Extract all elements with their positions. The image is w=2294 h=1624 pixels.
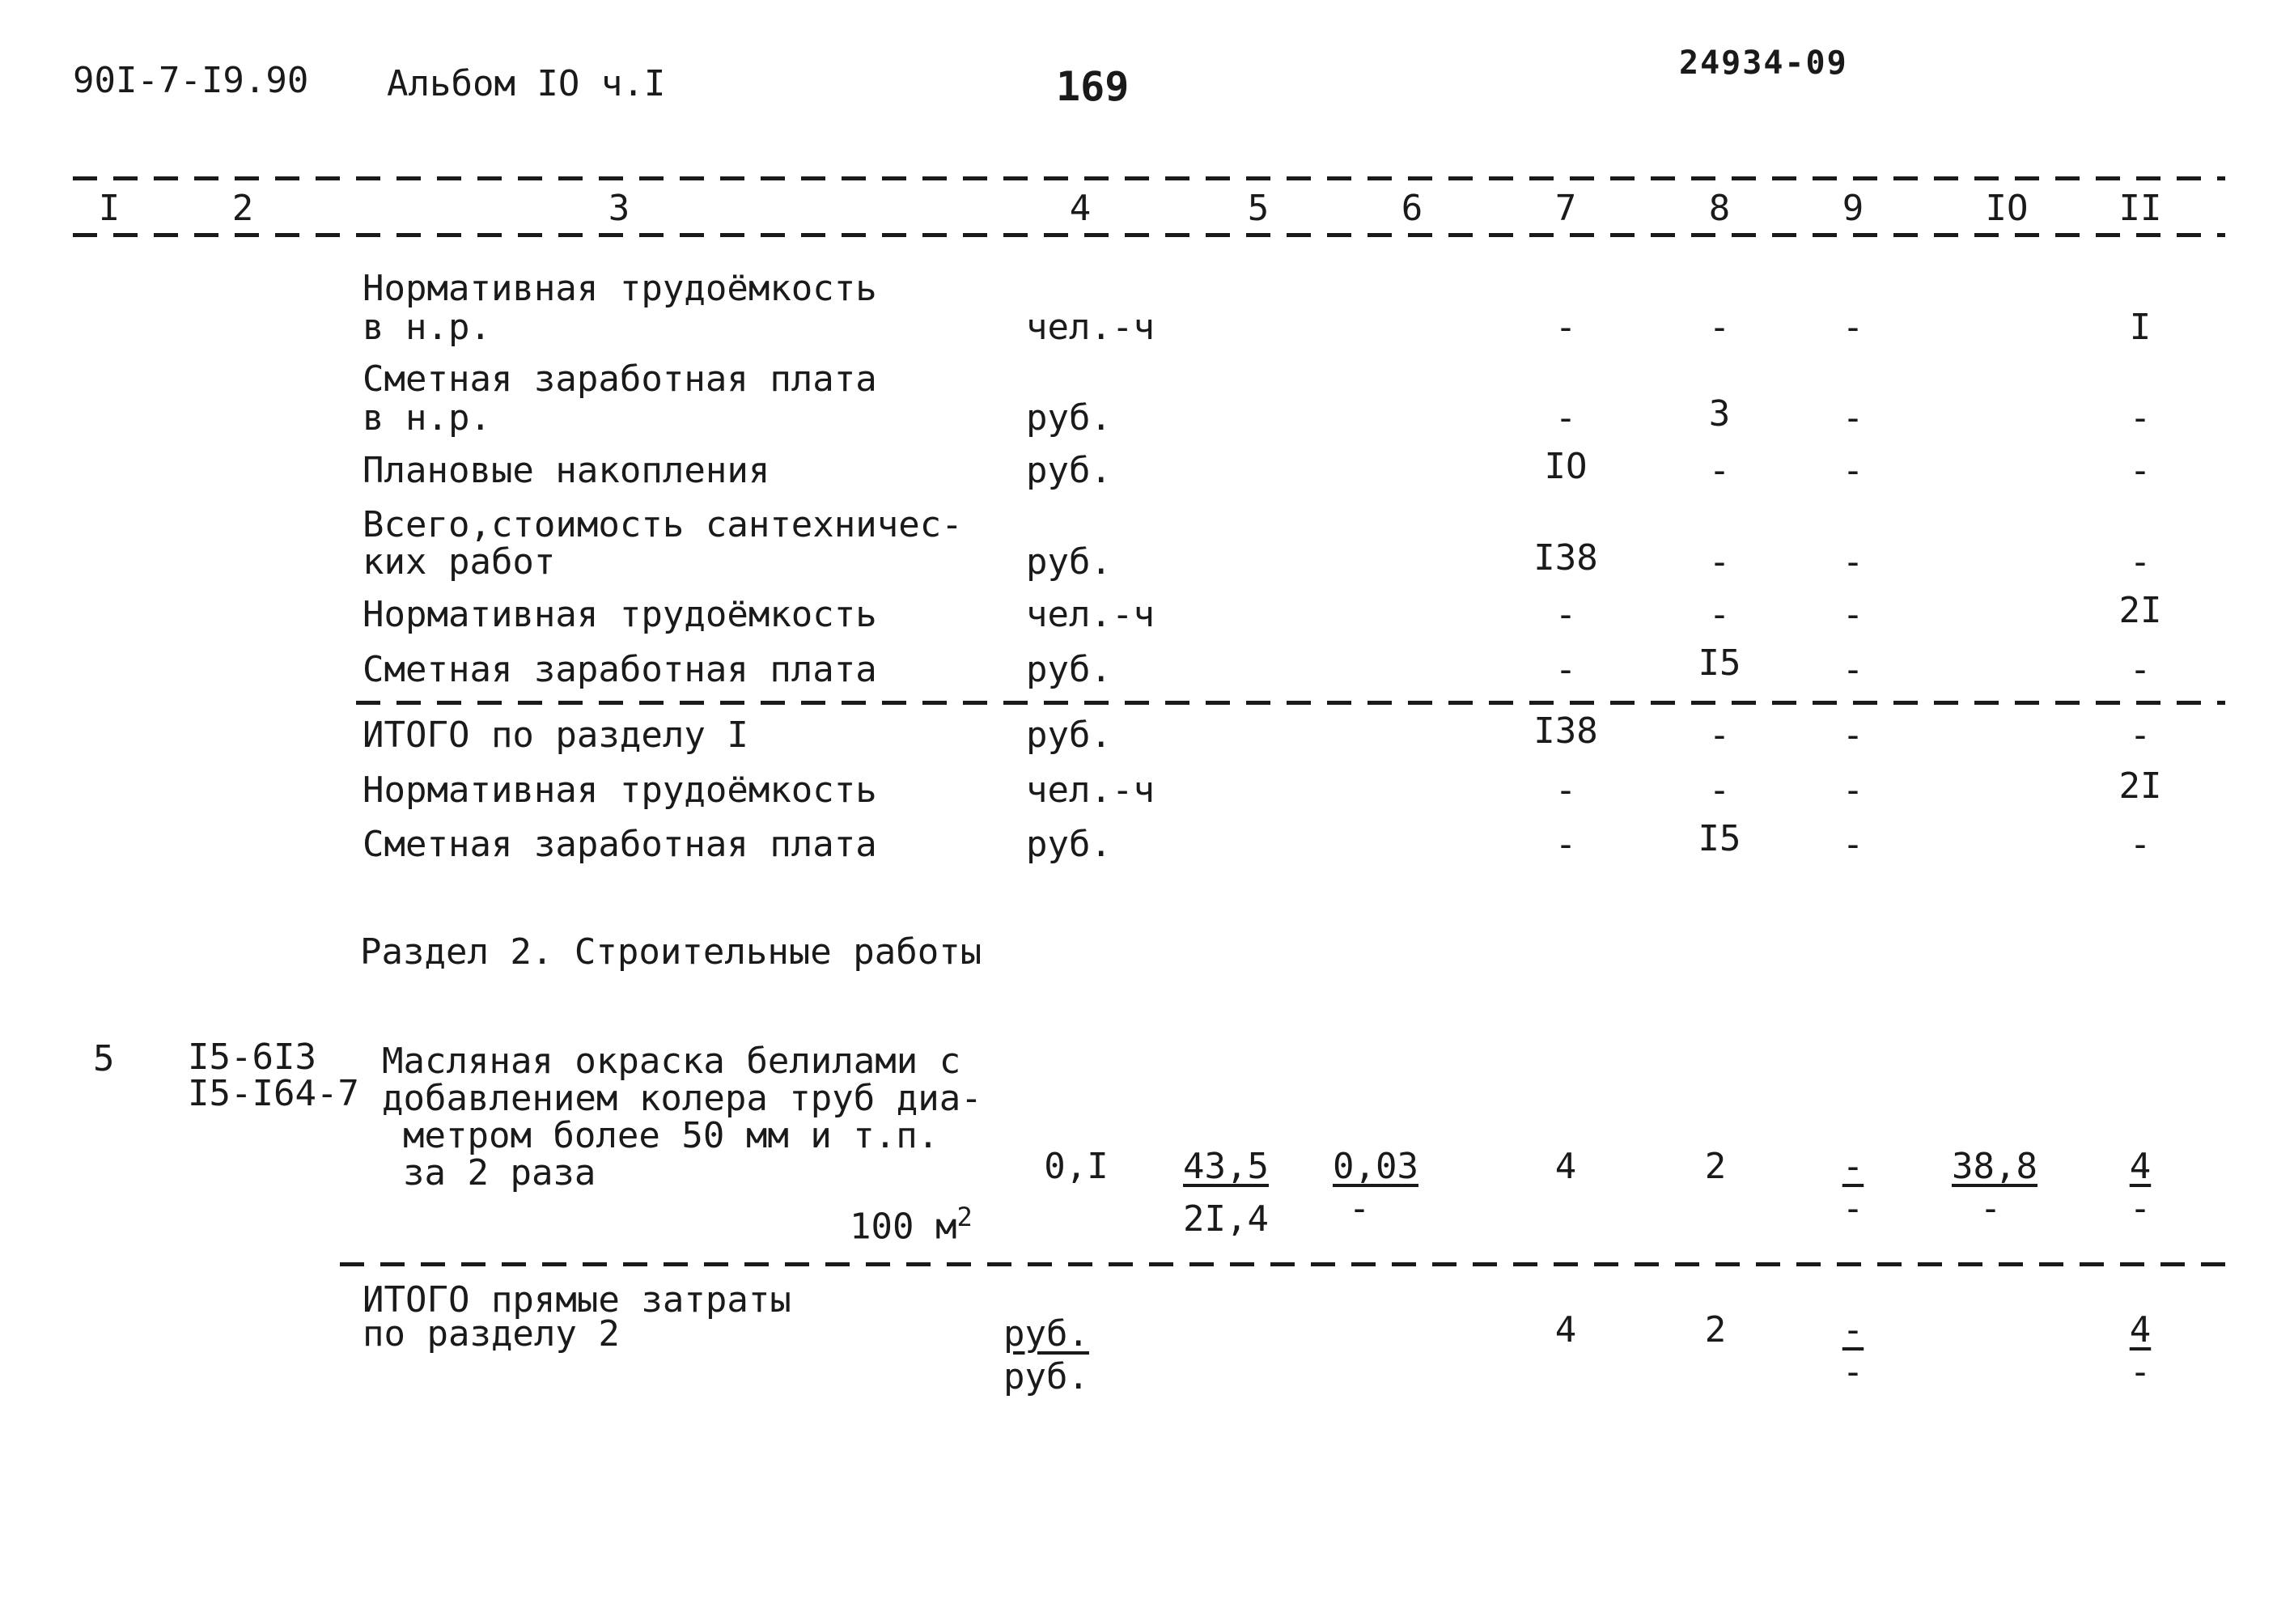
cell-col9: - [1842, 649, 1864, 690]
cell-col11: - [2129, 649, 2152, 690]
column-header: 5 [1247, 188, 1270, 229]
cell-col11-top: 4 [2129, 1146, 2152, 1187]
cell-col8: 3 [1708, 393, 1731, 435]
cell-col6-bottom: - [1348, 1188, 1371, 1229]
column-header: II [2118, 188, 2162, 229]
document-code: 90I-7-I9.90 [73, 60, 309, 101]
row-unit: чел.-ч [1026, 770, 1155, 811]
cell-col8: - [1708, 307, 1731, 348]
column-header: 2 [231, 188, 254, 229]
row-name: в н.р. [363, 397, 491, 439]
row-name: ких работ [363, 541, 556, 583]
cell-col11-bottom: - [2129, 1188, 2152, 1229]
row-unit-bottom: руб. [1003, 1356, 1089, 1397]
cell-col11: 2I [2118, 765, 2162, 807]
row-name: ИТОГО прямые затраты [363, 1279, 791, 1321]
cell-col11: - [2129, 824, 2152, 865]
cell-col10-bottom: - [1979, 1188, 2002, 1229]
row-unit: руб. [1026, 714, 1112, 756]
item-code: I5-I64-7 [188, 1073, 359, 1114]
cell-col11-bottom: - [2129, 1351, 2152, 1393]
cell-col8: - [1708, 541, 1731, 583]
row-name: ИТОГО по разделу I [363, 714, 748, 756]
row-unit: руб. [1026, 397, 1112, 439]
cell-col9-top: - [1842, 1146, 1864, 1187]
column-header: IO [1985, 188, 2029, 229]
row-unit: чел.-ч [1026, 307, 1155, 348]
cell-col7: 4 [1554, 1309, 1577, 1351]
item-description: за 2 раза [403, 1152, 596, 1194]
row-name: Нормативная трудоёмкость [363, 594, 877, 635]
column-header: 9 [1842, 188, 1864, 229]
cell-col10-top: 38,8 [1952, 1146, 2037, 1187]
cell-col8: I5 [1698, 642, 1741, 684]
cell-col6-top: 0,03 [1333, 1146, 1418, 1187]
cell-col11-top: 4 [2129, 1309, 2152, 1351]
cell-col11: I [2129, 307, 2152, 348]
cell-col9: - [1842, 307, 1864, 348]
column-header: 8 [1708, 188, 1731, 229]
cell-col7: - [1554, 649, 1577, 690]
row-name: Нормативная трудоёмкость [363, 770, 877, 811]
item-description: метром более 50 мм и т.п. [403, 1115, 939, 1156]
cell-col9-top: - [1842, 1309, 1864, 1351]
row-unit: руб. [1026, 824, 1112, 865]
item-unit: 100 $м^2$ [850, 1202, 973, 1248]
row-unit-top: руб. [1003, 1313, 1089, 1355]
cell-col8: 2 [1704, 1146, 1727, 1187]
cell-col7: - [1554, 594, 1577, 635]
cell-col9: - [1842, 397, 1864, 439]
cell-col7: - [1554, 770, 1577, 811]
row-name: Сметная заработная плата [363, 358, 877, 400]
header-bottom-rule [73, 233, 2225, 237]
row-name: Сметная заработная плата [363, 824, 877, 865]
cell-col7: I38 [1533, 537, 1598, 579]
header-top-rule [73, 176, 2225, 180]
row-unit: руб. [1026, 649, 1112, 690]
item-description: Масляная окраска белилами с [382, 1041, 961, 1082]
cell-col11: - [2129, 714, 2152, 756]
item-code: I5-6I3 [188, 1037, 316, 1078]
cell-col9: - [1842, 824, 1864, 865]
cell-col9-bottom: - [1842, 1188, 1864, 1229]
cell-col8: - [1708, 594, 1731, 635]
column-header: 3 [608, 188, 630, 229]
section1-total-rule [356, 701, 2225, 705]
cell-col8: 2 [1704, 1309, 1727, 1351]
cell-col11: 2I [2118, 590, 2162, 631]
cell-col7: I38 [1533, 710, 1598, 752]
cell-col9: - [1842, 594, 1864, 635]
cell-col5-top: 43,5 [1183, 1146, 1269, 1187]
cell-col5-bottom: 2I,4 [1183, 1198, 1269, 1240]
item-number: 5 [93, 1038, 115, 1079]
cell-col9: - [1842, 541, 1864, 583]
row-name: в н.р. [363, 307, 491, 348]
row-name: по разделу 2 [363, 1313, 620, 1355]
cell-col9: - [1842, 714, 1864, 756]
section2-title: Раздел 2. Строительные работы [360, 931, 982, 973]
cell-col8: - [1708, 770, 1731, 811]
archive-stamp: 24934-09 [1679, 45, 1848, 82]
column-header: 6 [1401, 188, 1423, 229]
page-number: 169 [1056, 63, 1130, 110]
album-label: Альбом IO ч.I [387, 63, 666, 104]
cell-col8: I5 [1698, 818, 1741, 859]
row-unit: чел.-ч [1026, 594, 1155, 635]
section2-total-rule [340, 1262, 2225, 1266]
item-quantity: 0,I [1044, 1146, 1109, 1187]
column-header: 4 [1069, 188, 1092, 229]
column-header: 7 [1554, 188, 1577, 229]
cell-col7: - [1554, 307, 1577, 348]
item-description: добавлением колера труб диа- [382, 1078, 982, 1119]
row-name: Плановые накопления [363, 450, 770, 491]
cell-col11: - [2129, 541, 2152, 583]
row-name: Сметная заработная плата [363, 649, 877, 690]
cell-col7: - [1554, 397, 1577, 439]
row-name: Всего,стоимость сантехничес- [363, 504, 963, 545]
cell-col7: IO [1544, 446, 1588, 487]
column-header: I [98, 188, 121, 229]
cell-col9-bottom: - [1842, 1351, 1864, 1393]
row-unit: руб. [1026, 541, 1112, 583]
row-unit: руб. [1026, 450, 1112, 491]
cell-col9: - [1842, 450, 1864, 491]
cell-col11: - [2129, 450, 2152, 491]
cell-col8: - [1708, 714, 1731, 756]
cell-col8: - [1708, 450, 1731, 491]
cell-col9: - [1842, 770, 1864, 811]
row-name: Нормативная трудоёмкость [363, 268, 877, 309]
cell-col7: - [1554, 824, 1577, 865]
cell-col11: - [2129, 397, 2152, 439]
cell-col7: 4 [1554, 1146, 1577, 1187]
